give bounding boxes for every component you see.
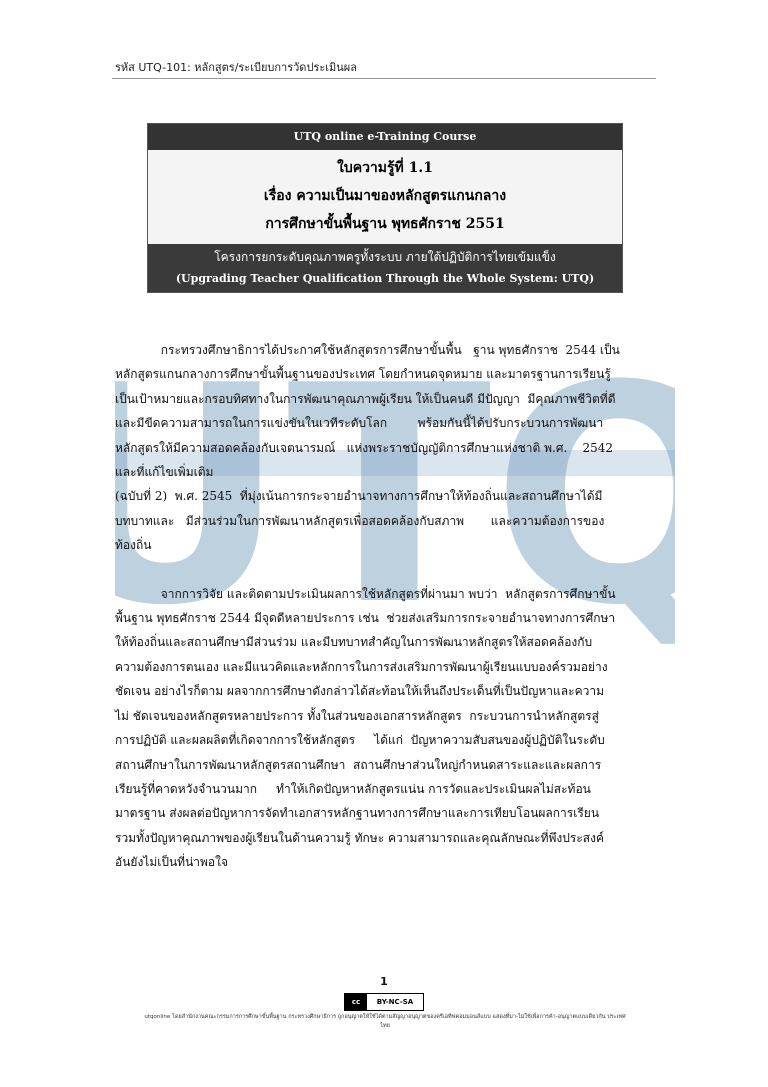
body-line: เป็นเป้าหมายและกรอบทิศทางในการพัฒนาคุณภาพผู้เรียน ให้เป็นคนดี มีปัญญา มีคุณภาพชีวิตที่ดี	[115, 391, 616, 406]
license-footer	[115, 1013, 655, 1031]
body-line: ให้ท้องถิ่นและสถานศึกษามีส่วนร่วม และมีบทบาทสำคัญในการพัฒนาหลักสูตรให้สอดคล้องกับ	[115, 635, 593, 650]
project-english: (Upgrading Teacher Qualification Through the Whole System: UTQ)	[175, 272, 595, 285]
body-line: ชัดเจน อย่างไรก็ตาม ผลจากการศึกษาดังกล่าวได้สะท้อนให้เห็นถึงประเด็นที่เป็นปัญหาและความ	[115, 684, 604, 699]
license-type: BY-NC-SA	[376, 998, 414, 1006]
body-line: กระทรวงศึกษาธิการได้ประกาศใช้หลักสูตรการศึกษาขั้นพื้น ฐาน พุทธศักราช 2544 เป็น	[115, 343, 620, 357]
cc-icon: cc	[345, 994, 367, 1010]
body-line: หลักสูตรแกนกลางการศึกษาขั้นพื้นฐานของประเทศ โดยกำหนดจุดหมาย และมาตรฐานการเรียนรู้	[115, 367, 611, 382]
body-line: ความต้องการตนเอง และมีแนวคิดและหลักการในการส่งเสริมการพัฒนาผู้เรียนแบบองค์รวมอย่าง	[115, 659, 608, 674]
course-title: UTQ online e-Training Course	[148, 124, 622, 150]
body-line	[115, 558, 655, 582]
body-line: ท้องถิ่น	[115, 538, 152, 553]
header-divider	[112, 78, 656, 79]
body-line: และที่แก้ไขเพิ่มเติม	[115, 465, 214, 480]
body-line: บทบาทและ มีส่วนร่วมในการพัฒนาหลักสูตรเพื่อสอดคล้องกับสภาพ และความต้องการของ	[115, 513, 605, 528]
title-line-3: การศึกษาขั้นพื้นฐาน พุทธศักราช 2551	[265, 216, 505, 232]
body-line: สถานศึกษาในการพัฒนาหลักสูตรสถานศึกษา สถานศึกษาส่วนใหญ่กำหนดสาระและและผลการ	[115, 757, 602, 772]
body-line: อันยังไม่เป็นที่น่าพอใจ	[115, 855, 229, 870]
page-number: 1	[380, 975, 388, 988]
body-line: รวมทั้งปัญหาคุณภาพของผู้เรียนในด้านความรู้ ทักษะ ความสามารถและคุณลักษณะที่พึงประสงค์	[115, 830, 605, 845]
cc-license-badge[interactable]	[344, 993, 424, 1011]
body-line: ไม่ ชัดเจนของหลักสูตรหลายประการ ทั้งในส่วนของเอกสารหลักสูตร กระบวนการนำหลักสูตรสู่	[115, 708, 599, 723]
project-thai: โครงการยกระดับคุณภาพครูทั้งระบบ ภายใต้ปฏิบัติการไทยเข้มแข็ง	[214, 250, 556, 264]
body-line: เรียนรู้ที่คาดหวังจำนวนมาก ทำให้เกิดปัญหาหลักสูตรแน่น การวัดและประเมินผลไม่สะท้อน	[115, 781, 591, 796]
body-line: หลักสูตรให้มีความสอดคล้องกับเจตนารมณ์ แห่งพระราชบัญญัติการศึกษาแห่งชาติ พ.ศ. 2542	[115, 440, 614, 455]
watermark-text: UTQ	[115, 330, 675, 660]
body-line: มาตรฐาน ส่งผลต่อปัญหาการจัดทำเอกสารหลักฐานทางการศึกษาและการเทียบโอนผลการเรียน	[115, 806, 600, 821]
title-line-1: ใบความรู้ที่ 1.1	[336, 160, 434, 176]
body-line: จากการวิจัย และติดตามประเมินผลการใช้หลักสูตรที่ผ่านมา พบว่า หลักสูตรการศึกษาขั้น	[115, 586, 616, 601]
footer-line-1: utqonline โดยสำนักงานคณะกรรมการการศึกษาขั้นพื้นฐาน กระทรวงศึกษาธิการ ถูกอนุญาตให้ใช้ได้ตามสัญญาอนุญาตของครีเอทีฟคอมมอนส์แบบ แสดงที่มา-ไม่ใช้เพื่อการค้า-อนุญาตแบบเดียวกัน ประเทศ	[144, 1014, 626, 1020]
project-banner	[148, 244, 622, 292]
body-line: และมีขีดความสามารถในการแข่งขันในเวทีระดับโลก พร้อมกันนี้ได้ปรับกระบวนการพัฒนา	[115, 416, 604, 431]
body-line: (ฉบับที่ 2) พ.ศ. 2545 ที่มุ่งเน้นการกระจายอำนาจทางการศึกษาให้ท้องถิ่นและสถานศึกษาได้มี	[115, 489, 603, 504]
page-header: รหัส UTQ-101: หลักสูตร/ระเบียบการวัดประเมินผล	[115, 61, 357, 74]
body-line: พื้นฐาน พุทธศักราช 2544 มีจุดดีหลายประการ เช่น ช่วยส่งเสริมการกระจายอำนาจทางการศึกษา	[115, 611, 616, 626]
body-line: การปฏิบัติ และผลผลิตที่เกิดจากการใช้หลักสูตร ได้แก่ ปัญหาความสับสนของผู้ปฏิบัติในระดับ	[115, 733, 605, 748]
body-text	[115, 338, 655, 875]
title-box	[147, 123, 623, 293]
footer-line-2: ไทย	[380, 1023, 390, 1029]
title-line-2: เรื่อง ความเป็นมาของหลักสูตรแกนกลาง	[263, 188, 507, 204]
title-main	[148, 150, 622, 244]
